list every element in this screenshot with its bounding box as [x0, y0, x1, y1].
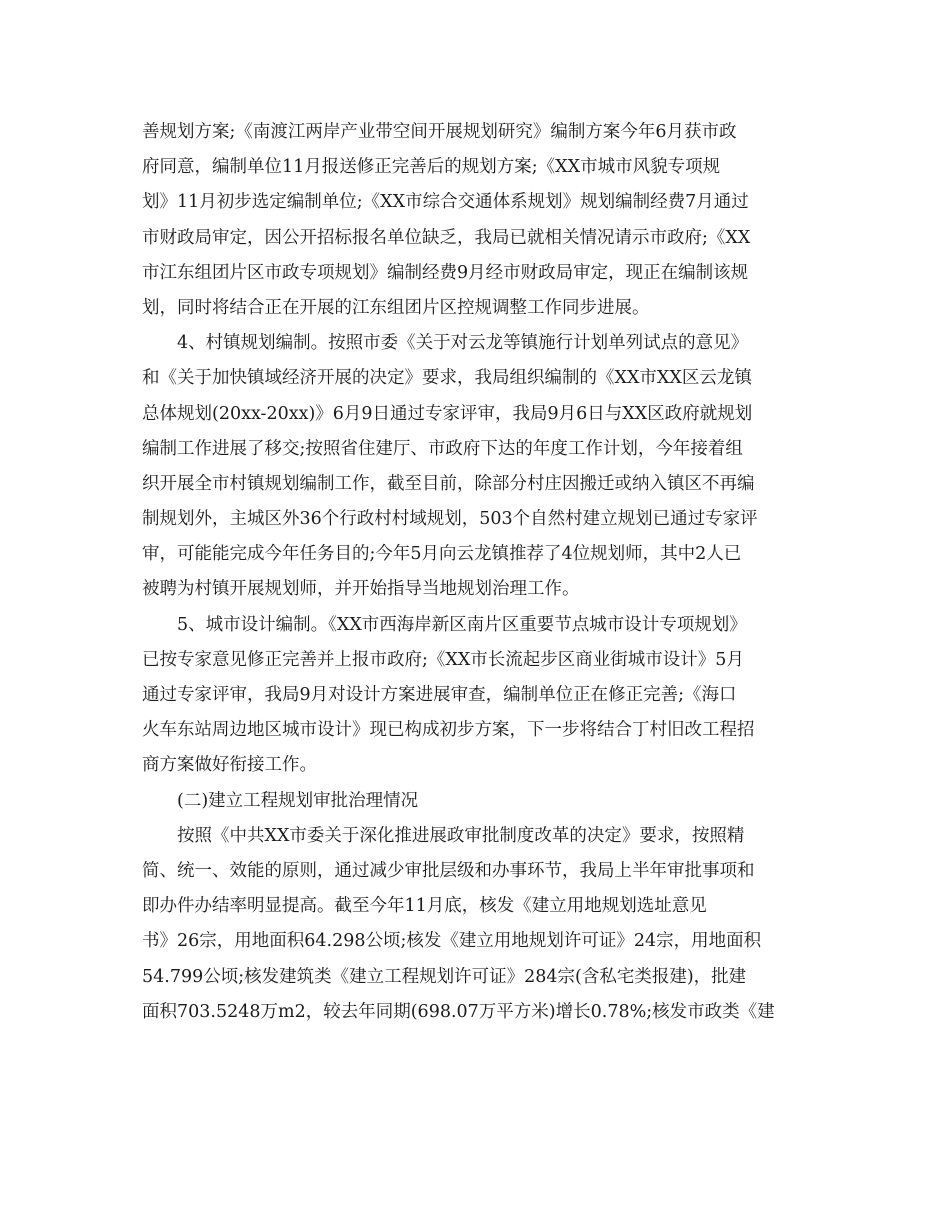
text-line: 火车东站周边地区城市设计》现已构成初步方案，下一步将结合丁村旧改工程招: [142, 720, 755, 741]
text-line: 54.799公顷;核发建筑类《建立工程规划许可证》284宗(含私宅类报建)，批建: [142, 966, 747, 987]
text-line: 被聘为村镇开展规划师，并开始指导当地规划治理工作。: [142, 579, 580, 600]
text-line: 书》26宗，用地面积64.298公顷;核发《建立用地规划许可证》24宗，用地面积: [142, 931, 762, 952]
text-line: 已按专家意见修正完善并上报市政府;《XX市长流起步区商业街城市设计》5月: [142, 649, 744, 670]
text-line: 4、村镇规划编制。按照市委《关于对云龙等镇施行计划单列试点的意见》: [177, 333, 749, 354]
text-line: 制规划外，主城区外36个行政村村域规划，503个自然村建立规划已通过专家评: [142, 509, 758, 530]
text-line: 商方案做好衔接工作。: [142, 755, 317, 776]
document-body: [142, 115, 812, 1030]
text-line: 通过专家评审，我局9月对设计方案进展审查，编制单位正在修正完善;《海口: [142, 685, 737, 705]
text-line: 简、统一、效能的原则，通过减少审批层级和办事环节，我局上半年审批事项和: [142, 860, 755, 881]
text-line: 面积703.5248万m2，较去年同期(698.07万平方米)增长0.78%;核发市政类《建: [142, 1001, 775, 1022]
text-line: 划》11月初步选定编制单位;《XX市综合交通体系规划》规划编制经费7月通过: [142, 192, 749, 213]
text-line: 善规划方案;《南渡江两岸产业带空间开展规划研究》编制方案今年6月获市政: [142, 122, 737, 142]
text-line: 即办件办结率明显提高。截至今年11月底，核发《建立用地规划选址意见: [142, 896, 707, 917]
text-line: 市江东组团片区市政专项规划》编制经费9月经市财政局审定，现正在编制该规: [142, 262, 749, 283]
text-line: 和《关于加快镇域经济开展的决定》要求，我局组织编制的《XX市XX区云龙镇: [142, 368, 752, 389]
text-line: 按照《中共XX市委关于深化推进展政审批制度改革的决定》要求，按照精: [177, 825, 745, 846]
text-line: 审，可能能完成今年任务目的;今年5月向云龙镇推荐了4位规划师，其中2人已: [142, 544, 742, 565]
text-line: 5、城市设计编制。《XX市西海岸新区南片区重要节点城市设计专项规划》: [177, 614, 747, 635]
text-line: 总体规划(20xx-20xx)》6月9日通过专家评审，我局9月6日与XX区政府就规划: [142, 403, 753, 424]
text-line: 划，同时将结合正在开展的江东组团片区控规调整工作同步进展。: [142, 297, 650, 318]
text-line: 织开展全市村镇规划编制工作，截至目前，除部分村庄因搬迁或纳入镇区不再编: [142, 473, 755, 494]
text-line: 市财政局审定，因公开招标报名单位缺乏，我局已就相关情况请示市政府;《XX: [142, 227, 751, 248]
text-line: 编制工作进展了移交;按照省住建厅、市政府下达的年度工作计划，今年接着组: [142, 438, 743, 459]
text-line: 府同意，编制单位11月报送修正完善后的规划方案;《XX市城市风貌专项规: [142, 157, 721, 178]
text-line: (二)建立工程规划审批治理情况: [177, 790, 419, 811]
